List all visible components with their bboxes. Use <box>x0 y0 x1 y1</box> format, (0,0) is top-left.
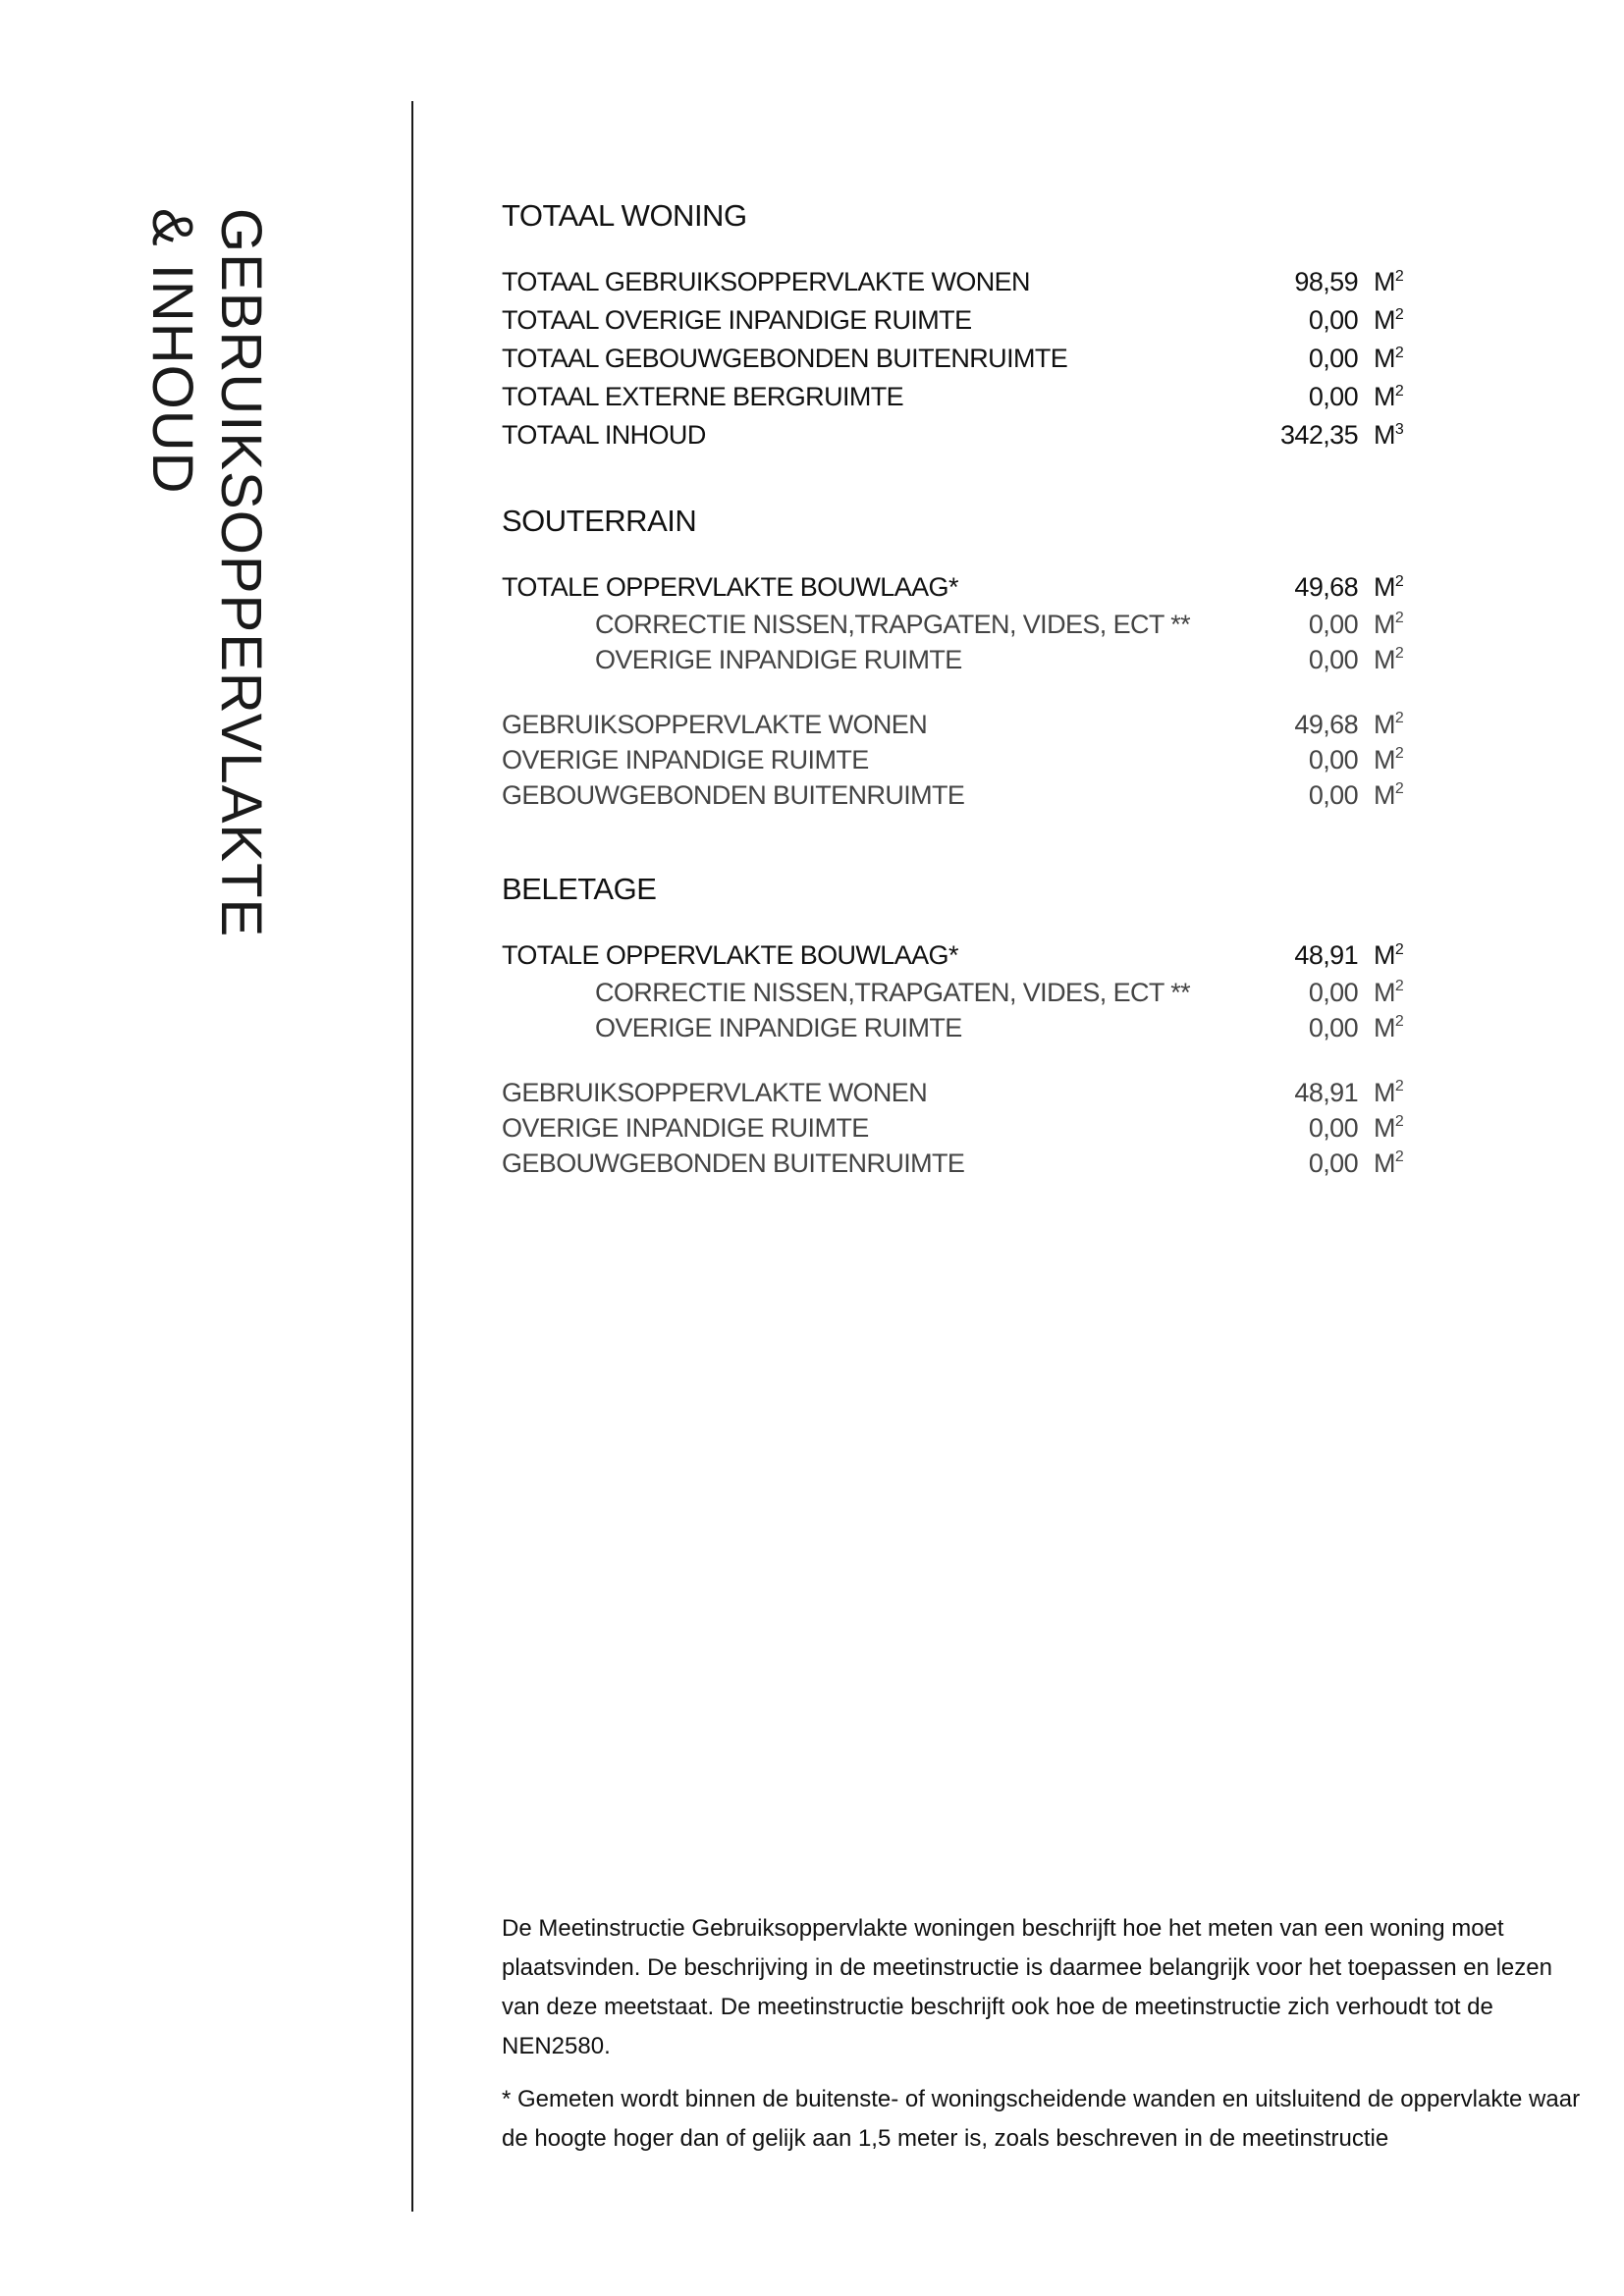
table-row <box>502 936 1405 975</box>
row-unit: $M^2$ <box>1374 710 1404 739</box>
row-unit: $M^2$ <box>1374 978 1404 1007</box>
vertical-divider <box>411 101 413 2212</box>
row-unit: $M^3$ <box>1374 420 1404 450</box>
row-value: 0,00 <box>1308 382 1358 411</box>
row-label: TOTAAL OVERIGE INPANDIGE RUIMTE <box>502 305 972 335</box>
row-unit: $M^2$ <box>1374 1013 1404 1042</box>
row-value: 48,91 <box>1294 1078 1358 1107</box>
note-meetinstructie: De Meetinstructie Gebruiksoppervlakte woningen beschrijft hoe het meten van een woning moet plaatsvinden. De beschrijving in de meetinstructie is daarmee belangrijk voor het toepassen en lezen van deze meetstaat. De meetinstructie beschrijft ook hoe de meetinstructie zich verhoudt tot de NEN2580. <box>502 1915 1552 2059</box>
row-value: 0,00 <box>1308 978 1358 1007</box>
row-value: 0,00 <box>1308 1113 1358 1143</box>
row-value: 49,68 <box>1294 572 1358 602</box>
row-value: 0,00 <box>1308 305 1358 335</box>
row-value: 342,35 <box>1280 420 1358 450</box>
row-label: TOTALE OPPERVLAKTE BOUWLAAG* <box>502 940 958 970</box>
row-unit: $M^2$ <box>1374 1148 1404 1178</box>
row-label: OVERIGE INPANDIGE RUIMTE <box>502 745 869 774</box>
table-row <box>502 975 1405 1010</box>
row-label: TOTAAL INHOUD <box>502 420 706 450</box>
row-unit: $M^2$ <box>1374 940 1404 970</box>
row-unit: $M^2$ <box>1374 1113 1404 1143</box>
table-row <box>502 301 1405 340</box>
table-row <box>502 1075 1405 1110</box>
note-asterisk: * Gemeten wordt binnen de buitenste- of woningscheidende wanden en uitsluitend de oppervlakte waar de hoogte hoger dan of gelijk aan 1,5 meter is, zoals beschreven in de meetinstructie <box>502 2086 1581 2152</box>
row-label: GEBRUIKSOPPERVLAKTE WONEN <box>502 710 928 739</box>
row-label: CORRECTIE NISSEN,TRAPGATEN, VIDES, ECT ** <box>595 978 1191 1007</box>
table-row <box>502 642 1405 677</box>
vertical-page-title <box>137 208 275 1092</box>
row-label: TOTAAL EXTERNE BERGRUIMTE <box>502 382 904 411</box>
row-value: 0,00 <box>1308 1148 1358 1178</box>
row-unit: $M^2$ <box>1374 344 1404 373</box>
row-value: 0,00 <box>1308 344 1358 373</box>
vertical-title-line-2: & INHOUD <box>140 208 204 495</box>
vertical-title-line-1: GEBRUIKSOPPERVLAKTE <box>209 208 273 938</box>
table-row <box>502 1010 1405 1045</box>
table-row <box>502 378 1405 416</box>
row-unit: $M^2$ <box>1374 267 1404 296</box>
row-value: 0,00 <box>1308 745 1358 774</box>
table-row <box>502 742 1405 777</box>
measurement-content <box>502 196 1405 1181</box>
section-title-beletage: BELETAGE <box>502 872 657 906</box>
section-title-souterrain: SOUTERRAIN <box>502 504 697 538</box>
row-unit: $M^2$ <box>1374 780 1404 810</box>
row-label: OVERIGE INPANDIGE RUIMTE <box>595 1013 962 1042</box>
row-unit: $M^2$ <box>1374 610 1404 639</box>
table-row <box>502 607 1405 642</box>
row-unit: $M^2$ <box>1374 645 1404 674</box>
row-label: TOTALE OPPERVLAKTE BOUWLAAG* <box>502 572 958 602</box>
table-row <box>502 263 1405 301</box>
table-row <box>502 777 1405 813</box>
row-label: OVERIGE INPANDIGE RUIMTE <box>502 1113 869 1143</box>
table-row <box>502 1110 1405 1146</box>
row-unit: $M^2$ <box>1374 745 1404 774</box>
footnotes <box>502 1909 1582 2172</box>
row-unit: $M^2$ <box>1374 1078 1404 1107</box>
row-value: 0,00 <box>1308 1013 1358 1042</box>
row-unit: $M^2$ <box>1374 382 1404 411</box>
table-row <box>502 1146 1405 1181</box>
row-value: 0,00 <box>1308 645 1358 674</box>
row-label: GEBOUWGEBONDEN BUITENRUIMTE <box>502 780 965 810</box>
row-value: 0,00 <box>1308 610 1358 639</box>
table-row <box>502 340 1405 378</box>
table-row <box>502 707 1405 742</box>
section-title-totaal: TOTAAL WONING <box>502 198 747 233</box>
row-label: GEBRUIKSOPPERVLAKTE WONEN <box>502 1078 928 1107</box>
row-label: GEBOUWGEBONDEN BUITENRUIMTE <box>502 1148 965 1178</box>
row-label: TOTAAL GEBRUIKSOPPERVLAKTE WONEN <box>502 267 1030 296</box>
row-unit: $M^2$ <box>1374 572 1404 602</box>
row-label: OVERIGE INPANDIGE RUIMTE <box>595 645 962 674</box>
row-label: CORRECTIE NISSEN,TRAPGATEN, VIDES, ECT ** <box>595 610 1191 639</box>
table-row <box>502 416 1405 454</box>
row-value: 48,91 <box>1294 940 1358 970</box>
table-row <box>502 568 1405 607</box>
row-value: 98,59 <box>1294 267 1358 296</box>
row-label: TOTAAL GEBOUWGEBONDEN BUITENRUIMTE <box>502 344 1068 373</box>
row-value: 0,00 <box>1308 780 1358 810</box>
row-unit: $M^2$ <box>1374 305 1404 335</box>
row-value: 49,68 <box>1294 710 1358 739</box>
